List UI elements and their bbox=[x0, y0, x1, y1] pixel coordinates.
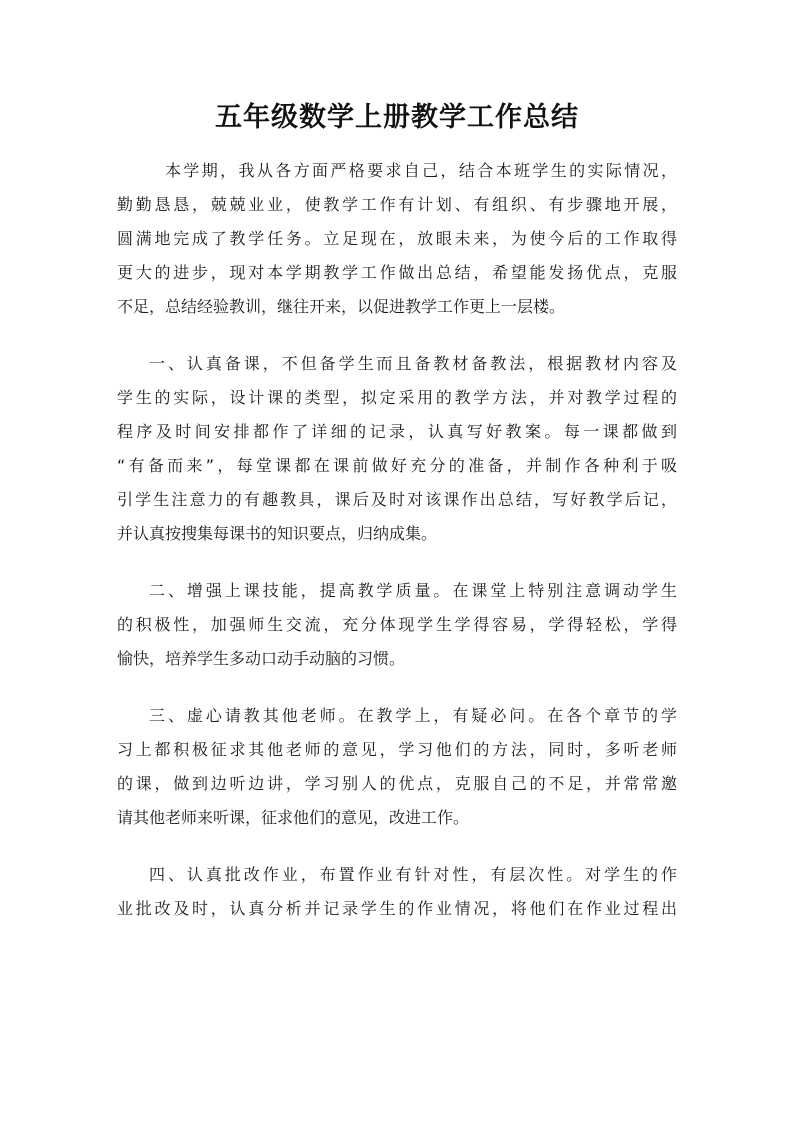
paragraph-line: 三、虚心请教其他老师。在教学上，有疑必问。在各个章节的学 bbox=[149, 706, 677, 725]
paragraph-line: 业批改及时，认真分析并记录学生的作业情况，将他们在作业过程出 bbox=[117, 899, 677, 918]
paragraph-line: 二、增强上课技能，提高教学质量。在课堂上特别注意调动学生 bbox=[149, 581, 677, 600]
paragraph-line: 的积极性，加强师生交流，充分体现学生学得容易，学得轻松，学得 bbox=[117, 615, 677, 634]
paragraph-line: 学生的实际，设计课的类型，拟定采用的教学方法，并对教学过程的 bbox=[117, 388, 677, 407]
paragraph-line: 程序及时间安排都作了详细的记录，认真写好教案。每一课都做到 bbox=[117, 422, 677, 441]
document-body bbox=[117, 154, 677, 926]
paragraph-line: 不足，总结经验教训，继往开来，以促进教学工作更上一层楼。 bbox=[117, 297, 566, 316]
paragraph-spacer bbox=[117, 324, 677, 347]
paragraph-section-1 bbox=[117, 347, 677, 551]
paragraph-line: 并认真按搜集每课书的知识要点，归纳成集。 bbox=[117, 524, 438, 543]
paragraph-line: 圆满地完成了教学任务。立足现在，放眼未来，为使今后的工作取得 bbox=[117, 229, 677, 248]
paragraph-line: 一、认真备课，不但备学生而且备教材备教法，根据教材内容及 bbox=[149, 354, 677, 373]
paragraph-section-2 bbox=[117, 574, 677, 676]
paragraph-line: 本学期，我从各方面严格要求自己，结合本班学生的实际情况， bbox=[165, 161, 677, 180]
paragraph-line: 愉快，培养学生多动口动手动脑的习惯。 bbox=[117, 649, 406, 668]
document-title: 五年级数学上册教学工作总结 bbox=[215, 102, 579, 133]
paragraph-section-3 bbox=[117, 699, 677, 835]
paragraph-line: 引学生注意力的有趣教具，课后及时对该课作出总结，写好教学后记， bbox=[117, 490, 677, 509]
paragraph-spacer bbox=[117, 835, 677, 858]
paragraph-line: 四、认真批改作业，布置作业有针对性，有层次性。对学生的作 bbox=[149, 865, 677, 884]
paragraph-intro bbox=[117, 154, 677, 324]
paragraph-spacer bbox=[117, 551, 677, 574]
paragraph-line: 习上都积极征求其他老师的意见，学习他们的方法，同时，多听老师 bbox=[117, 740, 677, 759]
paragraph-line: “有备而来”，每堂课都在课前做好充分的准备，并制作各种利于吸 bbox=[117, 456, 677, 475]
paragraph-section-4 bbox=[117, 858, 677, 926]
paragraph-line: 请其他老师来听课，征求他们的意见，改进工作。 bbox=[117, 808, 470, 827]
paragraph-line: 的课，做到边听边讲，学习别人的优点，克服自己的不足，并常常邀 bbox=[117, 774, 677, 793]
paragraph-spacer bbox=[117, 676, 677, 699]
paragraph-line: 更大的进步，现对本学期教学工作做出总结，希望能发扬优点，克服 bbox=[117, 263, 677, 282]
paragraph-line: 勤勤恳恳，兢兢业业，使教学工作有计划、有组织、有步骤地开展， bbox=[117, 195, 677, 214]
